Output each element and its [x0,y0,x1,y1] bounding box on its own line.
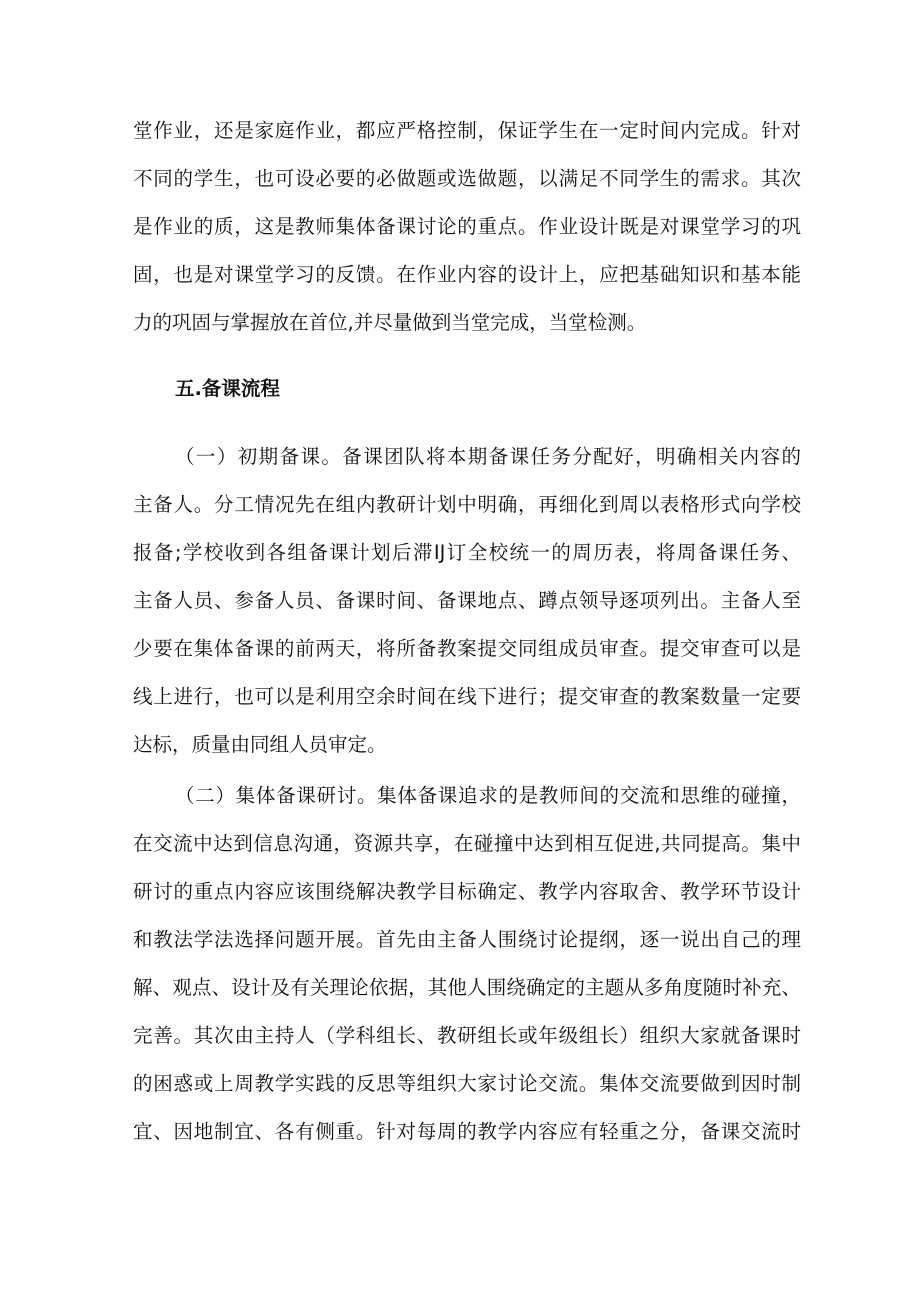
text-line: 主备人员、参备人员、备课时间、备课地点、蹲点领导逐项列出。主备人至 [133,589,801,612]
text-line: 是作业的质，这是教师集体备课讨论的重点。作业设计既是对课堂学习的巩 [133,215,801,238]
paragraph-homework [133,107,801,347]
section-heading: 五.备课流程 [175,377,280,400]
text-line: 报备;学校收到各组备课计划后滞IJ订全校统一的周历表，将周备课任务、 [133,541,801,564]
text-line: 固，也是对课堂学习的反馈。在作业内容的设计上，应把基础知识和基本能 [133,263,801,286]
text-line: 宜、因地制宜、各有侧重。针对每周的教学内容应有轻重之分，备课交流时 [133,1120,801,1143]
text-line: 力的巩固与掌握放在首位,并尽量做到当堂完成，当堂检测。 [133,311,647,334]
text-line: 少要在集体备课的前两天，将所备教案提交同组成员审查。提交审查可以是 [133,637,801,660]
text-line: （二）集体备课研讨。集体备课追求的是教师间的交流和思维的碰撞， [175,784,801,807]
text-line: 解、观点、设计及有关理论依据，其他人围绕确定的主题从多角度随时补充、 [133,976,801,999]
text-line: 和教法学法选择问题开展。首先由主备人围绕讨论提纲，逐一说出自己的理 [133,928,801,951]
paragraph-initial-prep [133,433,801,769]
text-line: 完善。其次由主持人（学科组长、教研组长或年级组长）组织大家就备课时 [133,1024,801,1047]
text-line: 达标，质量由同组人员审定。 [133,733,387,756]
text-line: 研讨的重点内容应该围绕解决教学目标确定、教学内容取舍、教学环节设计 [133,880,801,903]
text-line: 堂作业，还是家庭作业，都应严格控制，保证学生在一定时间内完成。针对 [133,119,801,142]
text-line: 的困惑或上周教学实践的反思等组织大家讨论交流。集体交流要做到因时制 [133,1072,801,1095]
text-line: （一）初期备课。备课团队将本期备课任务分配好，明确相关内容的 [175,445,801,468]
text-line: 主备人。分工情况先在组内教研计划中明确，再细化到周以表格形式向学校 [133,493,801,516]
text-line: 线上进行，也可以是利用空余时间在线下进行；提交审查的教案数量一定要 [133,685,801,708]
paragraph-collective-discussion [133,772,801,1156]
text-line: 在交流中达到信息沟通，资源共享，在碰撞中达到相互促进,共同提高。集中 [133,832,801,855]
text-line: 不同的学生，也可设必要的必做题或选做题，以满足不同学生的需求。其次 [133,167,801,190]
